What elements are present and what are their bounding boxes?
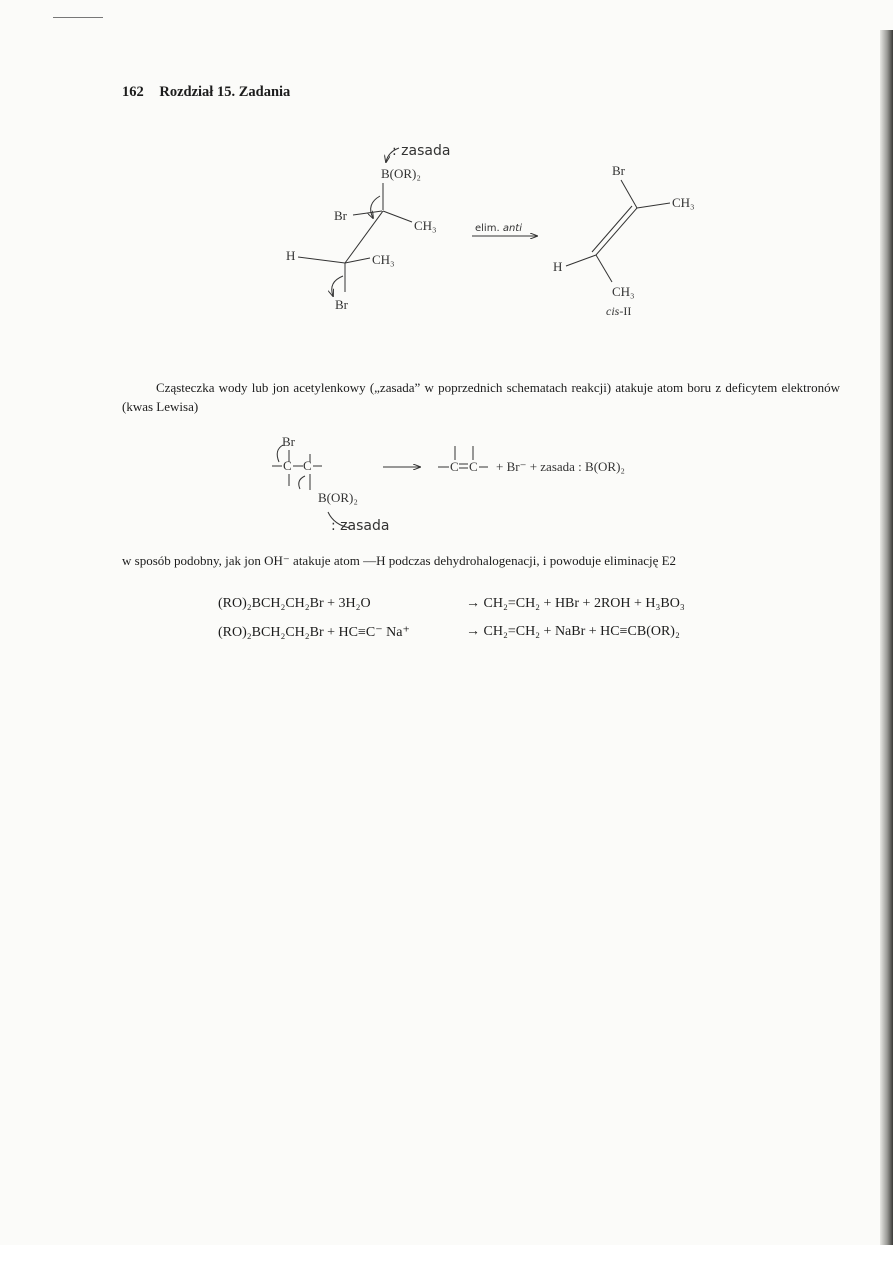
paragraph-lewis-acid: Cząsteczka wody lub jon acetylenkowy („zasada” w poprzednich schematach reakcji) atakuje atom boru z deficytem elektronów (kwas Lewisa) — [122, 380, 840, 414]
product-c1: C — [450, 459, 459, 474]
boron-group-label: B(OR)₂ — [381, 166, 421, 181]
br-lower-label: Br — [335, 297, 348, 312]
paragraph-e2: w sposób podobny, jak jon OH⁻ atakuje atom —H podczas dehydrohalogenacji, i powoduje eliminację E2 — [122, 553, 677, 568]
product-ch3-bottom-label: CH₃ — [612, 284, 635, 299]
br-upper-label: Br — [334, 208, 347, 223]
scheme2-base-label: : zasada — [331, 518, 390, 534]
ch3-lower-label: CH₃ — [372, 252, 395, 267]
scheme2-br-label: Br — [282, 434, 295, 449]
equation-2-left: (RO)₂BCH₂CH₂Br + HC≡C⁻ Na⁺ — [218, 625, 410, 640]
lewis-acid-scheme — [0, 0, 893, 560]
product-c2: C — [469, 459, 478, 474]
equation-1-right: → CH₂=CH₂ + HBr + 2ROH + H₃BO₃ — [466, 596, 685, 611]
arrow-label: elim. anti — [475, 223, 522, 234]
chapter-title: Rozdział 15. Zadania — [159, 84, 291, 100]
base-label: : zasada — [392, 143, 451, 159]
product-name: cis-II — [606, 304, 632, 318]
page-number: 162 — [122, 84, 144, 100]
curved-arrow-cb-2 — [299, 476, 305, 489]
scheme2-boron-label: B(OR)₂ — [318, 490, 358, 505]
equation-2-right: → CH₂=CH₂ + NaBr + HC≡CB(OR)₂ — [466, 624, 680, 639]
product-ch3-top-label: CH₃ — [672, 195, 695, 210]
scheme2-c1: C — [283, 458, 292, 473]
bottom-margin — [0, 1245, 893, 1263]
ch3-upper-label: CH₃ — [414, 218, 437, 233]
product-br-label: Br — [612, 163, 625, 178]
scheme2-products: + Br⁻ + zasada : B(OR)₂ — [496, 459, 625, 474]
equation-1-left: (RO)₂BCH₂CH₂Br + 3H₂O — [218, 596, 371, 611]
product-h-label: H — [553, 259, 563, 274]
h-left-label: H — [286, 248, 296, 263]
scheme2-c2: C — [303, 458, 312, 473]
